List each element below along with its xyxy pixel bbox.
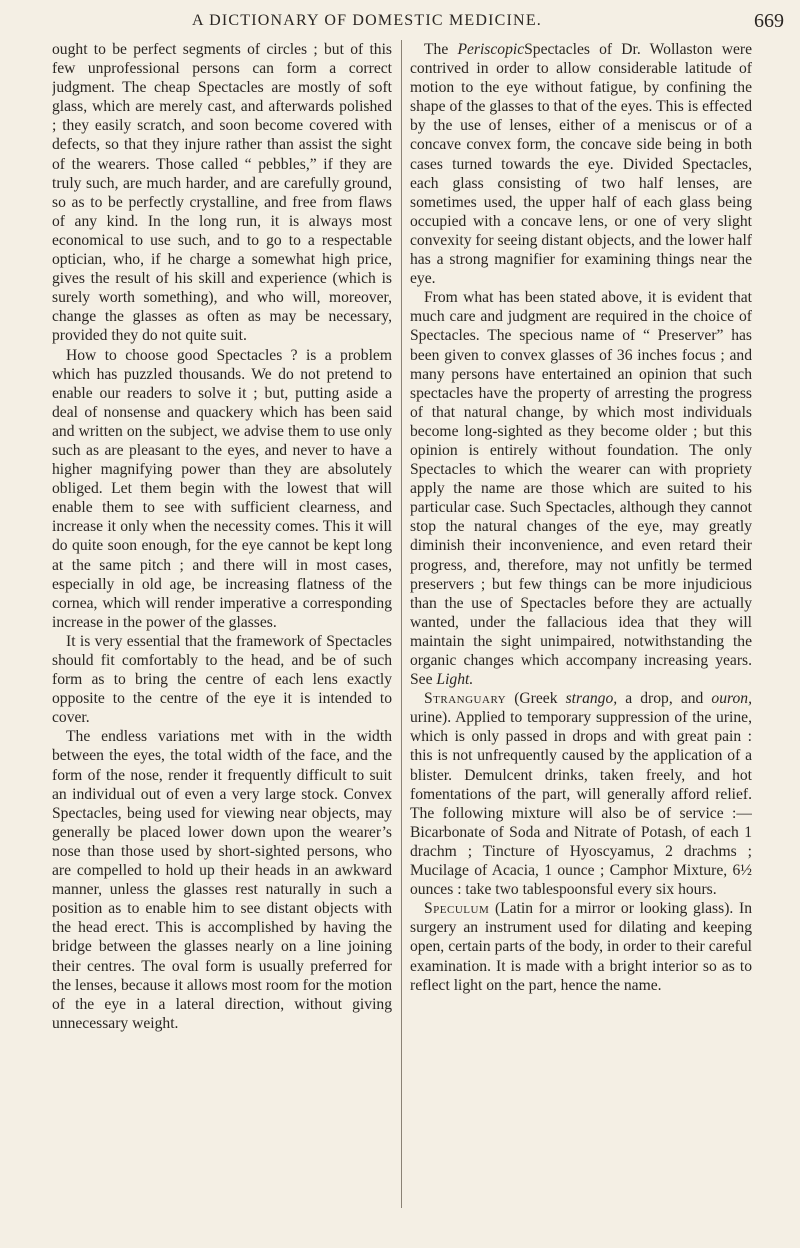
stranguary-headword: Stranguary <box>424 690 507 708</box>
stranguary-text: urine). Applied to temporary suppression of the urine, which is only passed in drops and with great pain : this is not unfrequently caused by the application of a blister. Demulcent drinks, taken freely, and hot fomentations of the part, will generally afford relief. The following mixture will also be of service :—Bicarbonate of Soda and Nitrate of Potash, of each 1 drachm ; Tincture of Hyoscyamus, 2 drachms ; Mucilage of Acacia, 1 ounce ; Camphor Mixture, 6½ ounces : take two tablespoonsful every six hours. <box>410 709 752 899</box>
periscopic-text: Spectacles of Dr. Wollaston were contrived in order to allow considerable latitude of motion to the eye without fatigue, by confining the shape of the glasses to that of the eyes. This is effected by the use of lenses, either of a meniscus or of a concave convex form, the concave side being in both cases turned towards the eye. Divided Spectacles, each glass consisting of two half lenses, are sometimes used, the upper half of each glass being occupied with a concave lens, or one of very slight convexity for seeing distant objects, and the lower half has a strong magnifier for examining things near the eye. <box>410 41 752 288</box>
periscopic-term: Periscopic <box>457 41 525 58</box>
right-column <box>410 40 752 1244</box>
paragraph-variations: The endless variations met with in the width between the eyes, the total width of the face, and the form of the nose, render it frequently difficult to suit an individual out of even a very large stock. Convex Spectacles, being used for viewing near objects, may generally be placed lower down upon the wearer’s nose than those used by short-sighted persons, who are compelled to hold up their heads in an awkward manner, unless the glasses rest naturally in such a position as to enable him to see distant objects with the head erect. This is accomplished by having the bridge between the glasses nearly on a line joining their centres. The oval form is usually preferred for the lenses, because it allows most room for the motion of the eye in a lateral direction, without giving unnecessary weight. <box>52 728 392 1032</box>
stranguary-etym-b: a drop, and <box>617 690 712 708</box>
page-number: 669 <box>754 9 784 32</box>
stranguary-etym-a: (Greek <box>506 690 566 708</box>
paragraph-pebbles: ought to be perfect segments of circles ; but of this few unprofessional persons can form a correct judgment. The cheap Spectacles are mostly of soft glass, which are merely cast, and afterwards polished ; they easily scratch, and soon become covered with defects, so that they injure rather than assist the sight of the wearers. Those called “ pebbles,” if they are truly such, are much harder, and are carefully ground, so as to be perfectly crystalline, and free from flaws of any kind. In the long run, it is always most economical to use such, and to go to a respectable optician, who, if he charge a somewhat high price, gives the result of his skill and experience (which is surely worth something), and who will, moreover, change the glasses as often as may be necessary, provided they do not quite suit. <box>52 41 392 345</box>
stranguary-greek-2: ouron, <box>711 690 752 708</box>
periscopic-lead: The <box>424 41 458 58</box>
paragraph-periscopic <box>410 40 752 288</box>
speculum-headword: Speculum <box>424 900 490 918</box>
stranguary-greek-1: strango, <box>565 690 618 708</box>
preserver-text: From what has been stated above, it is evident that much care and judgment are required in the choice of Spectacles. The specious name of “ Preserver” has been given to convex glasses of 36 inches focus ; and many persons have entertained an opinion that such spectacles have the property of arresting the progress of that natural change, by which most individuals become long-sighted as they become older ; but this opinion is entirely without foundation. The only Spectacles to which the wearer can with propriety apply the name are those which are suited to his particular case. Such Spectacles, although they cannot stop the natural changes of the eye, may greatly diminish their inconvenience, and even retard their progress, and, therefore, may not unfitly be termed preservers ; but few things can be more injudicious than the use of Spectacles before they are actually wanted, under the fallacious idea that they will maintain the sight unimpaired, notwithstanding the organic changes which accompany increasing years. See <box>410 289 752 689</box>
paragraph-framework: It is very essential that the framework of Spectacles should fit comfortably to the head, and be of such form as to bring the centre of each lens exactly opposite to the centre of the eye it is intended to cover. <box>52 632 392 727</box>
paragraph-preserver <box>410 288 752 689</box>
left-column <box>52 40 392 1244</box>
see-light-reference: Light. <box>436 671 474 689</box>
running-header <box>40 8 784 34</box>
column-divider <box>401 40 402 1208</box>
paragraph-how-to-choose: How to choose good Spectacles ? is a problem which has puzzled thousands. We do not pretend to enable our readers to solve it ; but, putting aside a deal of nonsense and quackery which has been said and written on the subject, we advise them to use only such as are pleasant to the eyes, and never to have a higher magnifying power than they are absolutely obliged. Let them begin with the lowest that will enable them to see with sufficient clearness, and increase it only when the necessity comes. This it will do quite soon enough, for the eye cannot be kept long at the same pitch ; and there will in most cases, especially in old age, be increasing flatness of the cornea, which will render imperative a corresponding increase in the power of the glasses. <box>52 346 392 631</box>
running-title: A DICTIONARY OF DOMESTIC MEDICINE. <box>192 12 542 29</box>
entry-speculum <box>410 899 752 994</box>
entry-stranguary <box>410 689 752 899</box>
speculum-text: (Latin for a mirror or looking glass). In surgery an instrument used for dilating and keeping open, certain parts of the body, in order to their careful examination. It is made with a bright interior so as to reflect light on the part, hence the name. <box>410 900 752 994</box>
